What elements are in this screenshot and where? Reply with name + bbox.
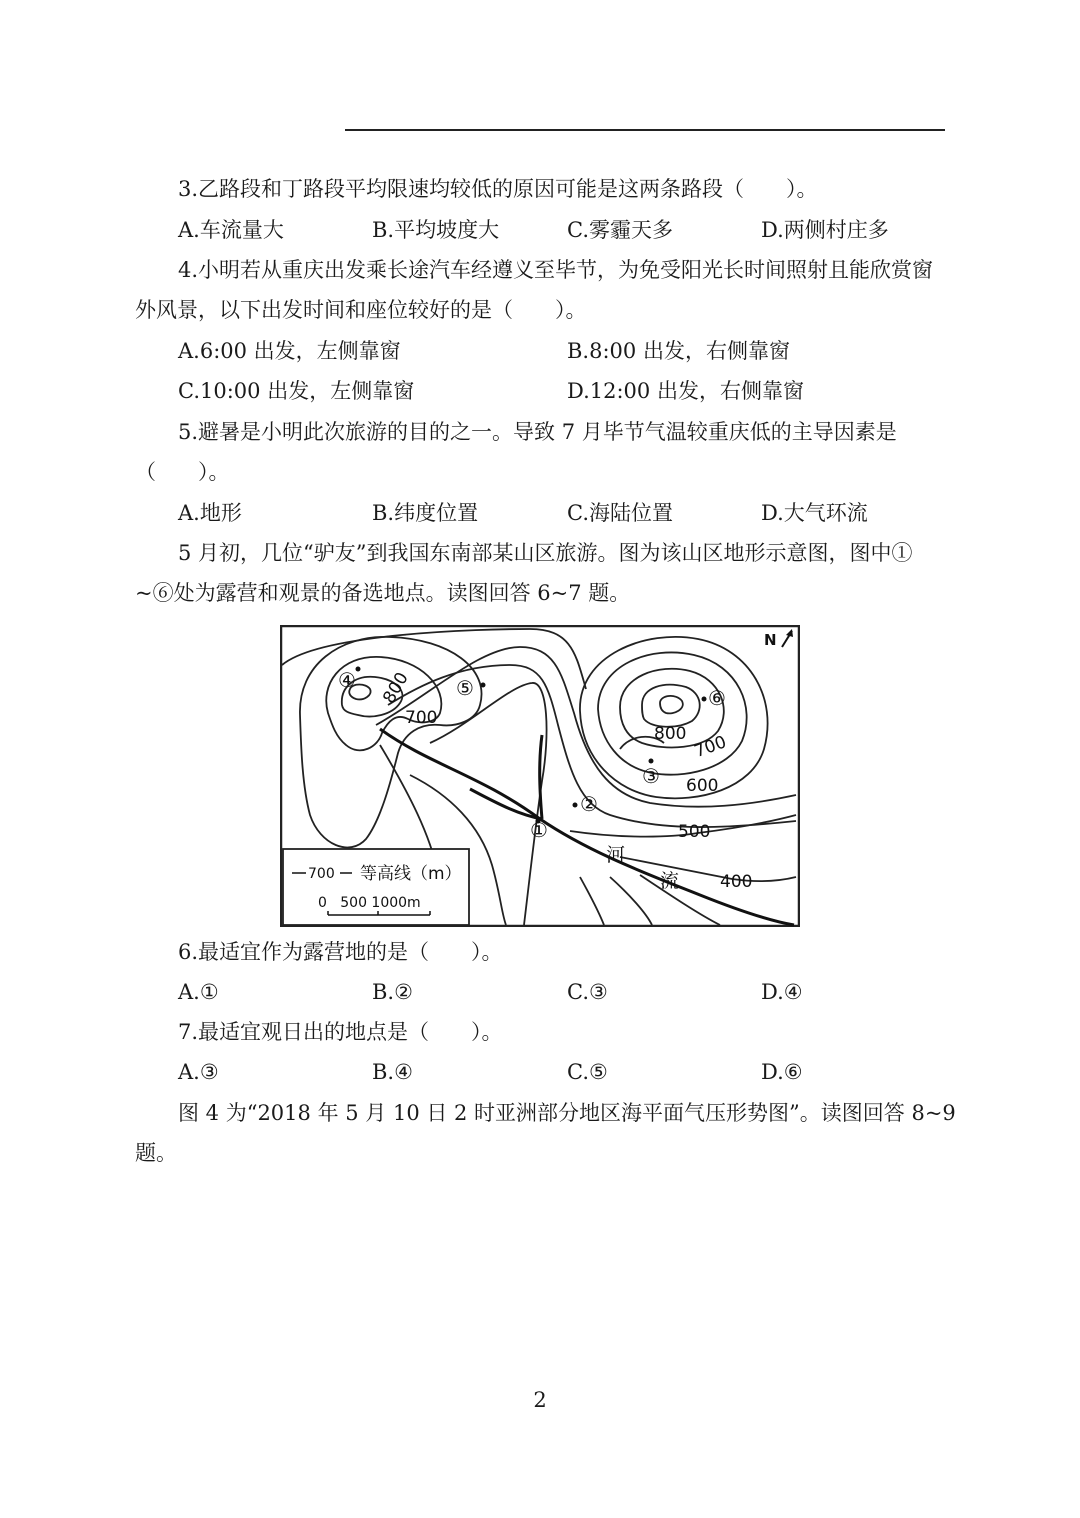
q7-option-d: D.⑥ (761, 1060, 803, 1084)
dot-2 (573, 803, 578, 808)
q5-option-d: D.大气环流 (761, 501, 868, 525)
intro-6-7-line1: 5 月初，几位“驴友”到我国东南部某山区旅游。图为该山区地形示意图，图中① (178, 541, 913, 565)
contour-label-700-right: 700 (691, 732, 730, 763)
intro-6-7-line2: ~⑥处为露营和观景的备选地点。读图回答 6~7 题。 (135, 581, 631, 605)
q3-option-a: A.车流量大 (178, 218, 284, 242)
q3-stem: 3.乙路段和丁路段平均限速均较低的原因可能是这两条路段（ ）。 (178, 177, 818, 201)
contour-label-600: 600 (686, 776, 719, 796)
map-legend (283, 849, 469, 925)
point-3-label: ③ (642, 764, 660, 788)
q6-option-a: A.① (178, 980, 219, 1004)
q3-option-d: D.两侧村庄多 (761, 218, 889, 242)
q6-option-c: C.③ (567, 980, 608, 1004)
q3-option-c: C.雾霾天多 (567, 218, 673, 242)
intro-8-9-line1: 图 4 为“2018 年 5 月 10 日 2 时亚洲部分地区海平面气压形势图”。读图回答 8~9 (178, 1101, 956, 1125)
q6-option-d: D.④ (761, 980, 803, 1004)
page-number: 2 (533, 1388, 547, 1412)
contour-label-500: 500 (678, 822, 711, 842)
q5-option-c: C.海陆位置 (567, 501, 673, 525)
q4-option-d: D.12:00 出发，右侧靠窗 (567, 379, 804, 403)
river-label-char1: 河 (606, 844, 626, 866)
q4-option-a: A.6:00 出发，左侧靠窗 (178, 339, 401, 363)
legend-contour-text: 等高线（m） (360, 864, 462, 884)
q3-option-b: B.平均坡度大 (372, 218, 500, 242)
contour-label-400: 400 (720, 872, 753, 892)
contour-label-800-right: 800 (654, 724, 687, 744)
contour-label-800-left: 800 (379, 669, 413, 708)
dot-5 (481, 683, 486, 688)
q5-option-b: B.纬度位置 (372, 501, 479, 525)
q4-option-c: C.10:00 出发，左侧靠窗 (178, 379, 415, 403)
contour-map-svg (280, 625, 800, 927)
legend-box (283, 849, 469, 925)
q7-option-b: B.④ (372, 1060, 413, 1084)
header-rule (345, 129, 945, 131)
point-5-label: ⑤ (456, 676, 474, 700)
q7-option-c: C.⑤ (567, 1060, 608, 1084)
intro-8-9-line2: 题。 (135, 1141, 177, 1165)
q4-option-b: B.8:00 出发，右侧靠窗 (567, 339, 790, 363)
river-label-char2: 流 (660, 870, 680, 892)
contour-label-700-left: 700 (405, 708, 438, 728)
q6-stem: 6.最适宜作为露营地的是（ ）。 (178, 940, 503, 964)
q4-stem-line1: 4.小明若从重庆出发乘长途汽车经遵义至毕节，为免受阳光长时间照射且能欣赏窗 (178, 258, 934, 282)
dot-6 (702, 697, 707, 702)
q7-stem: 7.最适宜观日出的地点是（ ）。 (178, 1020, 503, 1044)
point-4-label: ④ (338, 668, 356, 692)
q5-stem-line1: 5.避暑是小明此次旅游的目的之一。导致 7 月毕节气温较重庆低的主导因素是 (178, 420, 897, 444)
q4-stem-line2: 外风景，以下出发时间和座位较好的是（ ）。 (135, 298, 587, 322)
point-6-label: ⑥ (708, 686, 726, 710)
contour-map (280, 625, 800, 927)
dot-4 (356, 667, 361, 672)
q5-stem-line2: （ ）。 (135, 460, 230, 484)
q6-option-b: B.② (372, 980, 413, 1004)
point-1-label: ① (530, 818, 548, 842)
q5-option-a: A.地形 (178, 501, 242, 525)
legend-contour-sample: 700 (308, 866, 335, 882)
q7-option-a: A.③ (178, 1060, 219, 1084)
point-2-label: ② (580, 792, 598, 816)
dot-3 (649, 759, 654, 764)
legend-scale-text: 0 500 1000m (318, 895, 421, 911)
north-label: N (764, 631, 777, 649)
